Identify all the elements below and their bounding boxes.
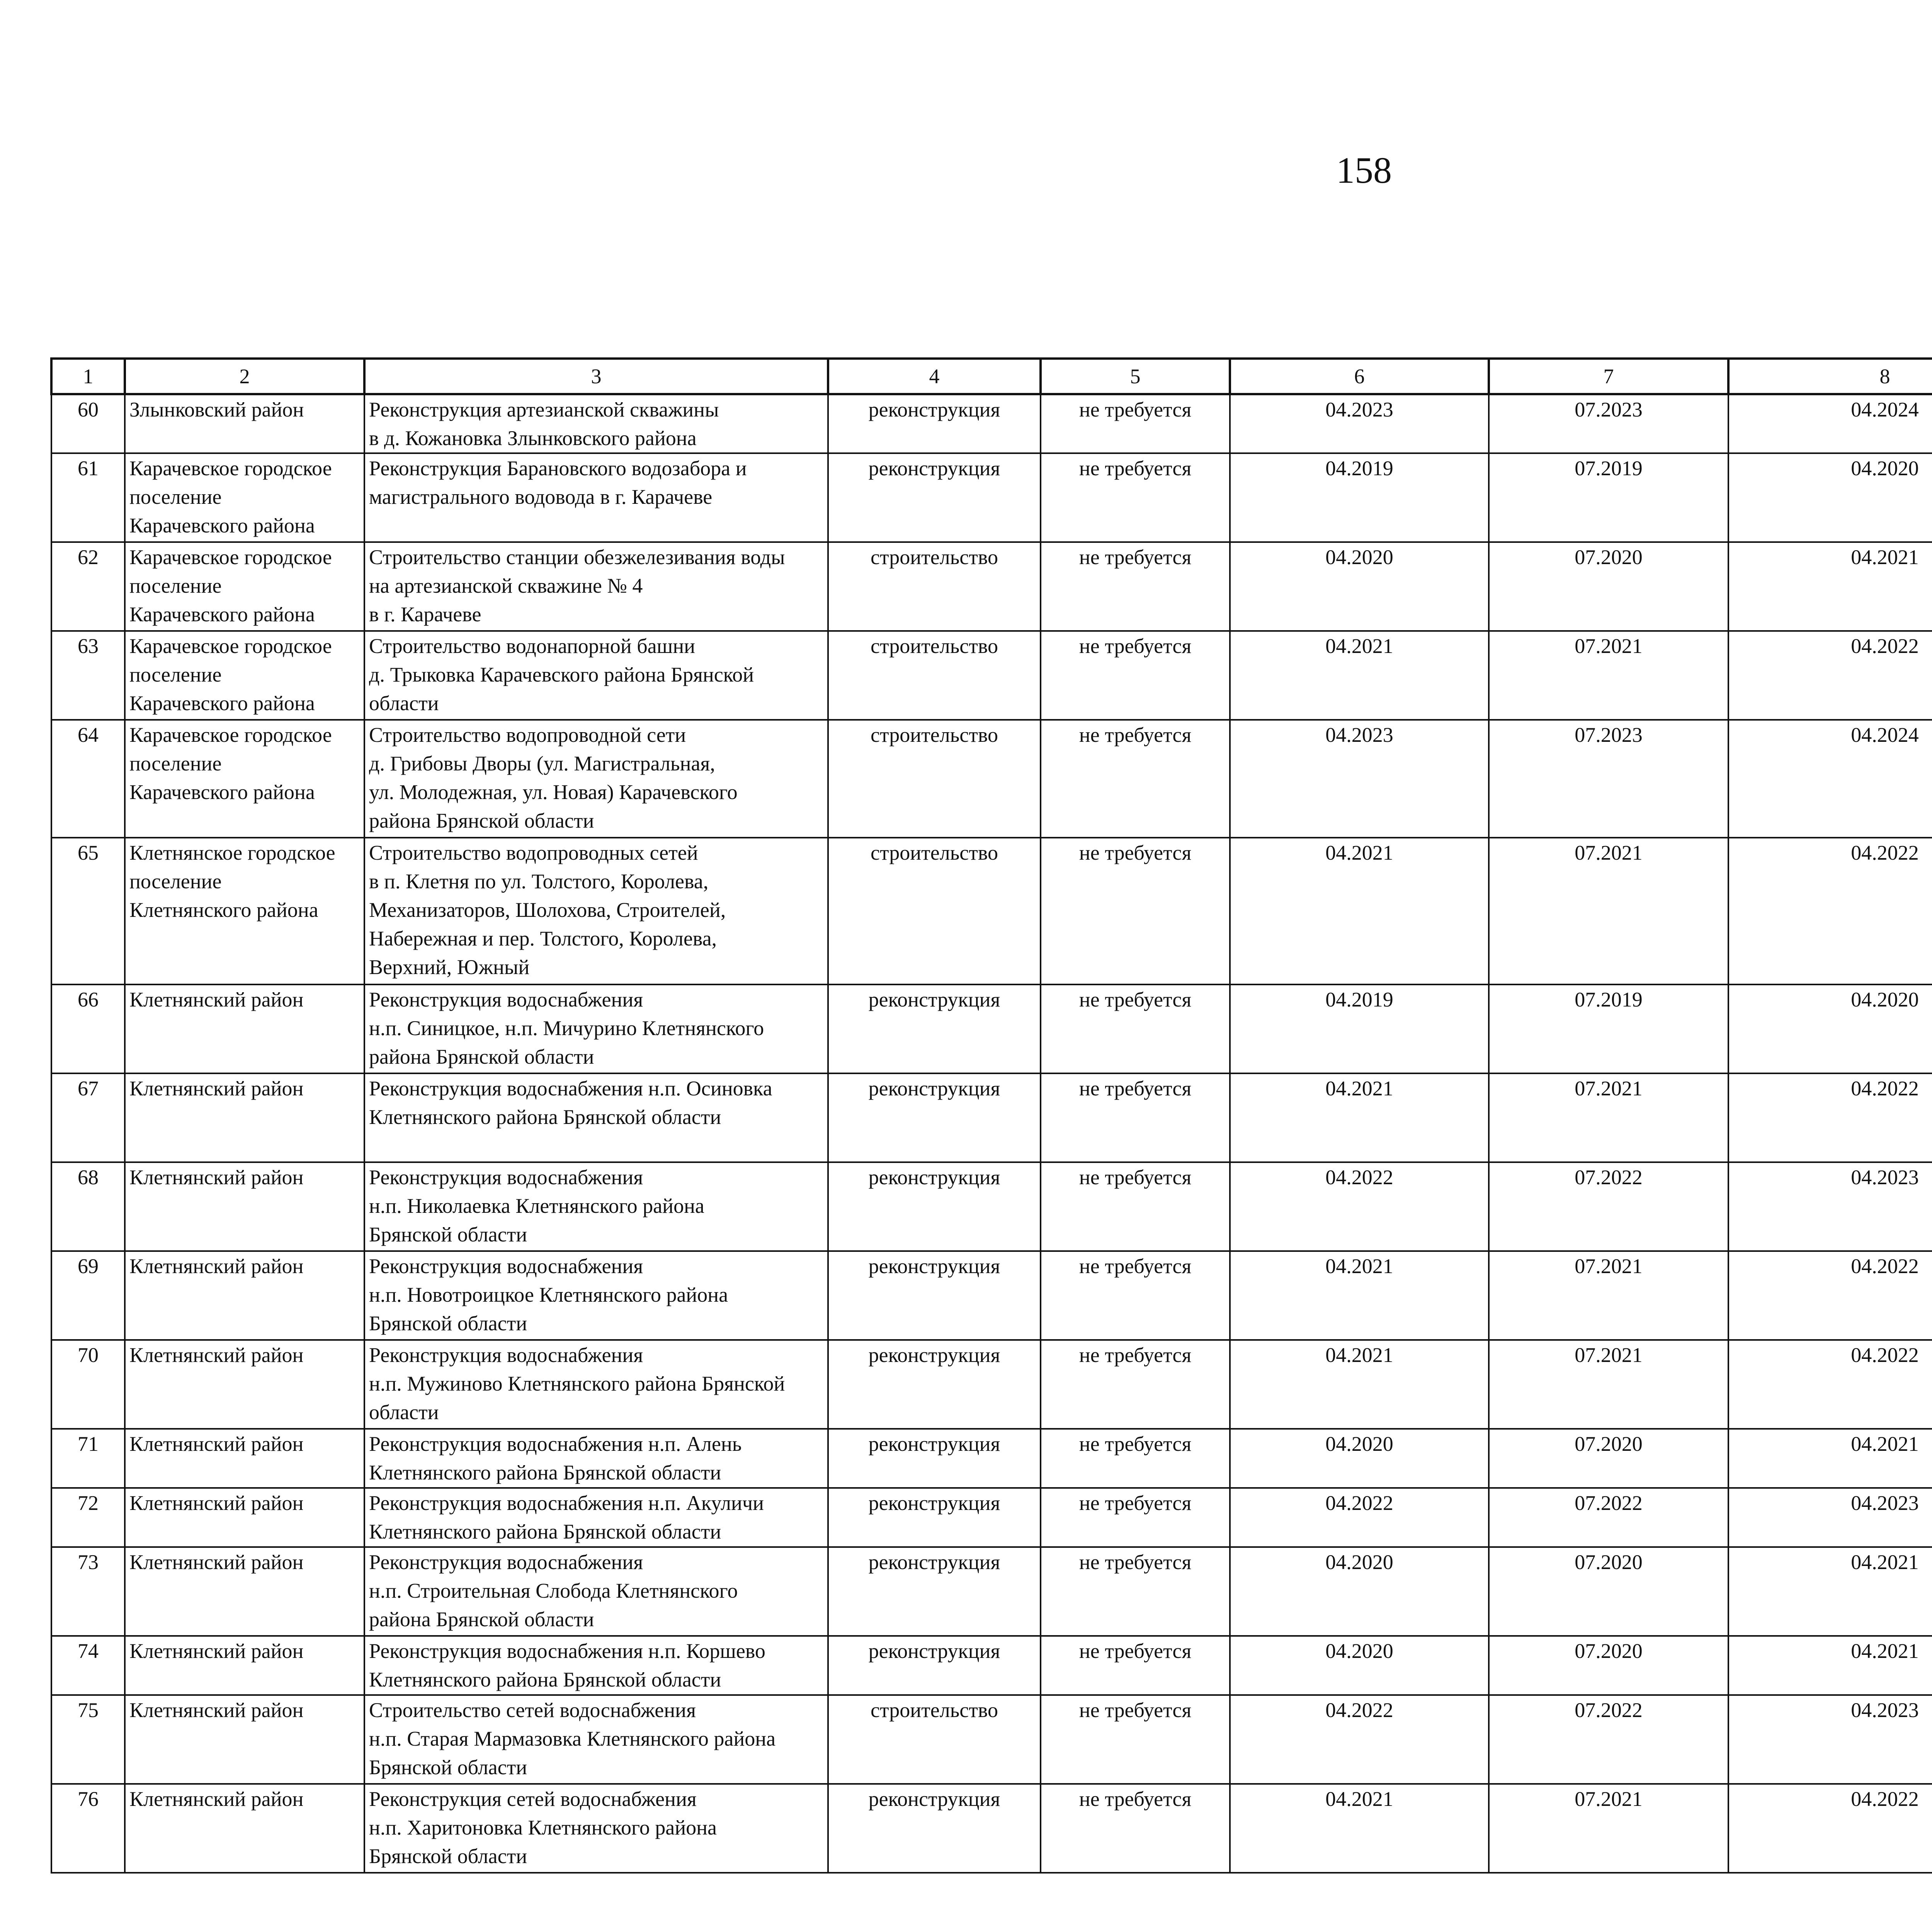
expertise-cell: не требуется: [1041, 984, 1230, 1073]
column-header: 4: [828, 359, 1041, 394]
date-cell-6: 04.2021: [1230, 1340, 1489, 1429]
expertise-cell: не требуется: [1041, 542, 1230, 631]
expertise-cell: не требуется: [1041, 1547, 1230, 1636]
district-cell: Карачевское городское поселение Карачевского района: [125, 720, 364, 838]
work-type-cell: строительство: [828, 720, 1041, 838]
expertise-cell: не требуется: [1041, 1340, 1230, 1429]
district-cell: Карачевское городское поселение Карачевского района: [125, 453, 364, 542]
table-row: [51, 1784, 1932, 1873]
district-cell: Карачевское городское поселение Карачевского района: [125, 542, 364, 631]
district-cell: Клетнянский район: [125, 1073, 364, 1162]
description-cell: Реконструкция водоснабжения н.п. Строительная Слобода Клетнянского района Брянской области: [364, 1547, 828, 1636]
expertise-cell: не требуется: [1041, 1162, 1230, 1251]
table-row: [51, 1340, 1932, 1429]
row-number: 61: [51, 453, 125, 542]
date-cell-8: 04.2021: [1728, 1636, 1932, 1695]
expertise-cell: не требуется: [1041, 1429, 1230, 1488]
date-cell-7: 07.2020: [1489, 542, 1728, 631]
row-number: 60: [51, 394, 125, 453]
description-cell: Реконструкция водоснабжения н.п. Новотроицкое Клетнянского района Брянской области: [364, 1251, 828, 1340]
district-cell: Клетнянский район: [125, 1429, 364, 1488]
expertise-cell: не требуется: [1041, 1695, 1230, 1784]
table-row: [51, 838, 1932, 984]
description-cell: Строительство станции обезжелезивания воды на артезианской скважине № 4 в г. Карачеве: [364, 542, 828, 631]
date-cell-8: 04.2021: [1728, 1429, 1932, 1488]
expertise-cell: не требуется: [1041, 1784, 1230, 1873]
row-number: 68: [51, 1162, 125, 1251]
header-row: [51, 359, 1932, 394]
date-cell-7: 07.2021: [1489, 1251, 1728, 1340]
district-cell: Злынковский район: [125, 394, 364, 453]
date-cell-7: 07.2022: [1489, 1695, 1728, 1784]
expertise-cell: не требуется: [1041, 1488, 1230, 1547]
date-cell-8: 04.2022: [1728, 1073, 1932, 1162]
table-row: [51, 1547, 1932, 1636]
date-cell-7: 07.2021: [1489, 631, 1728, 720]
district-cell: Клетнянский район: [125, 1547, 364, 1636]
page-number: 158: [1336, 150, 1392, 191]
district-cell: Карачевское городское поселение Карачевского района: [125, 631, 364, 720]
description-cell: Реконструкция водоснабжения н.п. Осиновка Клетнянского района Брянской области: [364, 1073, 828, 1162]
expertise-cell: не требуется: [1041, 1073, 1230, 1162]
description-cell: Реконструкция водоснабжения н.п. Коршево Клетнянского района Брянской области: [364, 1636, 828, 1695]
description-cell: Реконструкция водоснабжения н.п. Николаевка Клетнянского района Брянской области: [364, 1162, 828, 1251]
date-cell-7: 07.2023: [1489, 720, 1728, 838]
work-type-cell: реконструкция: [828, 1784, 1041, 1873]
table-row: [51, 453, 1932, 542]
expertise-cell: не требуется: [1041, 720, 1230, 838]
table-row: [51, 1073, 1932, 1162]
row-number: 64: [51, 720, 125, 838]
date-cell-8: 04.2024: [1728, 720, 1932, 838]
date-cell-6: 04.2019: [1230, 984, 1489, 1073]
description-cell: Реконструкция водоснабжения н.п. Алень Клетнянского района Брянской области: [364, 1429, 828, 1488]
description-cell: Строительство сетей водоснабжения н.п. Старая Мармазовка Клетнянского района Брянской области: [364, 1695, 828, 1784]
date-cell-8: 04.2023: [1728, 1695, 1932, 1784]
work-type-cell: строительство: [828, 1695, 1041, 1784]
date-cell-7: 07.2019: [1489, 984, 1728, 1073]
column-header: 7: [1489, 359, 1728, 394]
date-cell-8: 04.2022: [1728, 1340, 1932, 1429]
district-cell: Клетнянский район: [125, 1695, 364, 1784]
date-cell-6: 04.2021: [1230, 1784, 1489, 1873]
date-cell-8: 04.2022: [1728, 1251, 1932, 1340]
description-cell: Строительство водопроводных сетей в п. Клетня по ул. Толстого, Королева, Механизаторов, Шолохова, Строителей, Набережная и пер. Толстого, Королева, Верхний, Южный: [364, 838, 828, 984]
column-header: 3: [364, 359, 828, 394]
date-cell-6: 04.2021: [1230, 1073, 1489, 1162]
table-row: [51, 542, 1932, 631]
work-type-cell: реконструкция: [828, 1162, 1041, 1251]
table-row: [51, 1251, 1932, 1340]
date-cell-6: 04.2021: [1230, 1251, 1489, 1340]
expertise-cell: не требуется: [1041, 453, 1230, 542]
row-number: 65: [51, 838, 125, 984]
date-cell-7: 07.2023: [1489, 394, 1728, 453]
column-header: 1: [51, 359, 125, 394]
date-cell-7: 07.2021: [1489, 1784, 1728, 1873]
projects-table: [50, 357, 1932, 1874]
column-header: 2: [125, 359, 364, 394]
date-cell-6: 04.2021: [1230, 838, 1489, 984]
row-number: 62: [51, 542, 125, 631]
date-cell-7: 07.2019: [1489, 453, 1728, 542]
table-row: [51, 1695, 1932, 1784]
work-type-cell: реконструкция: [828, 1073, 1041, 1162]
work-type-cell: реконструкция: [828, 1547, 1041, 1636]
row-number: 66: [51, 984, 125, 1073]
table-row: [51, 720, 1932, 838]
date-cell-8: 04.2022: [1728, 838, 1932, 984]
expertise-cell: не требуется: [1041, 631, 1230, 720]
date-cell-7: 07.2020: [1489, 1429, 1728, 1488]
work-type-cell: реконструкция: [828, 1251, 1041, 1340]
table-row: [51, 1162, 1932, 1251]
date-cell-8: 04.2020: [1728, 453, 1932, 542]
work-type-cell: реконструкция: [828, 1488, 1041, 1547]
column-header: 5: [1041, 359, 1230, 394]
table-row: [51, 631, 1932, 720]
work-type-cell: реконструкция: [828, 984, 1041, 1073]
row-number: 67: [51, 1073, 125, 1162]
date-cell-6: 04.2022: [1230, 1695, 1489, 1784]
date-cell-6: 04.2020: [1230, 542, 1489, 631]
table-row: [51, 1636, 1932, 1695]
date-cell-8: 04.2022: [1728, 1784, 1932, 1873]
date-cell-7: 07.2021: [1489, 1340, 1728, 1429]
district-cell: Клетнянский район: [125, 1162, 364, 1251]
date-cell-6: 04.2020: [1230, 1636, 1489, 1695]
work-type-cell: строительство: [828, 838, 1041, 984]
date-cell-8: 04.2023: [1728, 1162, 1932, 1251]
description-cell: Реконструкция водоснабжения н.п. Мужиново Клетнянского района Брянской области: [364, 1340, 828, 1429]
district-cell: Клетнянский район: [125, 984, 364, 1073]
description-cell: Реконструкция Барановского водозабора и магистрального водовода в г. Карачеве: [364, 453, 828, 542]
date-cell-6: 04.2023: [1230, 720, 1489, 838]
row-number: 70: [51, 1340, 125, 1429]
row-number: 63: [51, 631, 125, 720]
district-cell: Клетнянский район: [125, 1784, 364, 1873]
district-cell: Клетнянский район: [125, 1340, 364, 1429]
date-cell-8: 04.2024: [1728, 394, 1932, 453]
description-cell: Реконструкция водоснабжения н.п. Синицкое, н.п. Мичурино Клетнянского района Брянской области: [364, 984, 828, 1073]
description-cell: Строительство водонапорной башни д. Трыковка Карачевского района Брянской области: [364, 631, 828, 720]
column-header: 8: [1728, 359, 1932, 394]
date-cell-7: 07.2020: [1489, 1547, 1728, 1636]
date-cell-6: 04.2023: [1230, 394, 1489, 453]
date-cell-7: 07.2021: [1489, 1073, 1728, 1162]
row-number: 69: [51, 1251, 125, 1340]
date-cell-8: 04.2022: [1728, 631, 1932, 720]
date-cell-8: 04.2023: [1728, 1488, 1932, 1547]
date-cell-7: 07.2022: [1489, 1488, 1728, 1547]
description-cell: Реконструкция водоснабжения н.п. Акуличи Клетнянского района Брянской области: [364, 1488, 828, 1547]
date-cell-6: 04.2021: [1230, 631, 1489, 720]
table-row: [51, 394, 1932, 453]
row-number: 72: [51, 1488, 125, 1547]
work-type-cell: реконструкция: [828, 394, 1041, 453]
district-cell: Клетнянский район: [125, 1636, 364, 1695]
date-cell-6: 04.2019: [1230, 453, 1489, 542]
date-cell-8: 04.2021: [1728, 1547, 1932, 1636]
date-cell-6: 04.2020: [1230, 1547, 1489, 1636]
work-type-cell: реконструкция: [828, 453, 1041, 542]
date-cell-7: 07.2020: [1489, 1636, 1728, 1695]
work-type-cell: строительство: [828, 542, 1041, 631]
date-cell-6: 04.2022: [1230, 1162, 1489, 1251]
date-cell-8: 04.2020: [1728, 984, 1932, 1073]
expertise-cell: не требуется: [1041, 1636, 1230, 1695]
row-number: 75: [51, 1695, 125, 1784]
table-row: [51, 984, 1932, 1073]
expertise-cell: не требуется: [1041, 1251, 1230, 1340]
table-body: [51, 394, 1932, 1873]
district-cell: Клетнянский район: [125, 1251, 364, 1340]
work-type-cell: реконструкция: [828, 1429, 1041, 1488]
description-cell: Строительство водопроводной сети д. Грибовы Дворы (ул. Магистральная, ул. Молодежная, ул. Новая) Карачевского района Брянской области: [364, 720, 828, 838]
row-number: 73: [51, 1547, 125, 1636]
row-number: 76: [51, 1784, 125, 1873]
work-type-cell: реконструкция: [828, 1636, 1041, 1695]
date-cell-6: 04.2022: [1230, 1488, 1489, 1547]
description-cell: Реконструкция артезианской скважины в д. Кожановка Злынковского района: [364, 394, 828, 453]
work-type-cell: строительство: [828, 631, 1041, 720]
date-cell-8: 04.2021: [1728, 542, 1932, 631]
work-type-cell: реконструкция: [828, 1340, 1041, 1429]
expertise-cell: не требуется: [1041, 394, 1230, 453]
table-row: [51, 1488, 1932, 1547]
description-cell: Реконструкция сетей водоснабжения н.п. Харитоновка Клетнянского района Брянской области: [364, 1784, 828, 1873]
district-cell: Клетнянский район: [125, 1488, 364, 1547]
district-cell: Клетнянское городское поселение Клетнянского района: [125, 838, 364, 984]
row-number: 74: [51, 1636, 125, 1695]
row-number: 71: [51, 1429, 125, 1488]
date-cell-7: 07.2021: [1489, 838, 1728, 984]
date-cell-6: 04.2020: [1230, 1429, 1489, 1488]
column-header: 6: [1230, 359, 1489, 394]
table-row: [51, 1429, 1932, 1488]
date-cell-7: 07.2022: [1489, 1162, 1728, 1251]
expertise-cell: не требуется: [1041, 838, 1230, 984]
